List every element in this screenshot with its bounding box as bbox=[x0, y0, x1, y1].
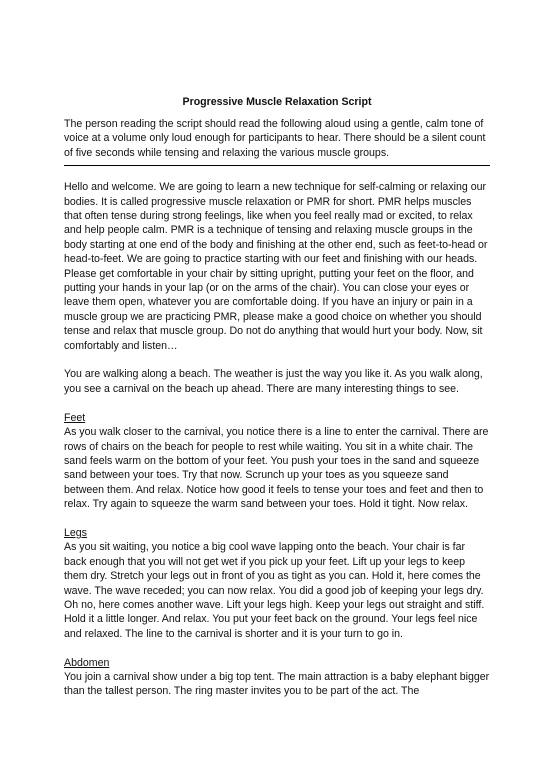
section-heading-feet: Feet bbox=[64, 411, 86, 424]
section-heading-legs: Legs bbox=[64, 526, 87, 539]
divider-line bbox=[64, 165, 490, 166]
intro-paragraph: Hello and welcome. We are going to learn a new technique for self-calming or relaxing our bodies. It is called progressive muscle relaxation or PMR for short. PMR helps muscles that often tense during strong feelings, like when you feel really mad or excited, to relax and help people calm. PMR is a technique of tensing and relaxing muscle groups in the body starting at one end of the body and finishing at the other end, such as feet-to-head or head-to-feet. We are going to practice starting with our feet and finishing with our heads. Please get comfortable in your chair by sitting upright, putting your feet on the floor, and putting your hands in your lap (or on the arms of the chair). You can close your eyes or leave them open, whatever you are comfortable doing. If you have an injury or pain in a muscle group we are practicing PMR, please make a good choice on whether you should tense and relax that muscle group. Do not do anything that would hurt your body. Now, sit comfortably and listen… bbox=[64, 181, 488, 352]
beach-paragraph: You are walking along a beach. The weather is just the way you like it. As you walk along, you see a carnival on the beach up ahead. There are many interesting things to see. bbox=[64, 368, 483, 395]
section-legs bbox=[64, 526, 490, 641]
document-page bbox=[64, 96, 490, 713]
section-body-feet: As you walk closer to the carnival, you notice there is a line to enter the carnival. There are rows of chairs on the beach for people to rest while waiting. You sit in a white chair. The sand feels warm on the bottom of your feet. You push your toes in the sand and squeeze sand between your toes. Try that now. Scrunch up your toes as you squeeze sand between them. And relax. Notice how good it feels to tense your toes and feet and then to relax. Try again to squeeze the warm sand between your toes. Hold it tight. Now relax. bbox=[64, 426, 489, 511]
section-heading-abdomen: Abdomen bbox=[64, 656, 110, 669]
reader-instructions: The person reading the script should read the following aloud using a gentle, calm tone of voice at a volume only loud enough for participants to hear. There should be a silent count of five seconds while tensing and relaxing the various muscle groups. bbox=[64, 118, 486, 159]
section-body-legs: As you sit waiting, you notice a big cool wave lapping onto the beach. Your chair is far back enough that you will not get wet if you pick up your feet. Lift up your legs to keep them dry. Stretch your legs out in front of you as tight as you can. Hold it, here comes the wave. The wave receded; you can now relax. You did a good job of keeping your legs dry. Oh no, here comes another wave. Lift your legs high. Keep your legs out straight and stiff. Hold it a little longer. And relax. You put your feet back on the ground. Your legs feel nice and relaxed. The line to the carnival is shorter and it is your turn to go in. bbox=[64, 541, 485, 640]
section-feet bbox=[64, 411, 490, 512]
document-title: Progressive Muscle Relaxation Script bbox=[182, 96, 372, 108]
section-body-abdomen: You join a carnival show under a big top tent. The main attraction is a baby elephant bigger than the tallest person. The ring master invites you to be part of the act. The bbox=[64, 670, 490, 698]
section-abdomen bbox=[64, 656, 490, 699]
